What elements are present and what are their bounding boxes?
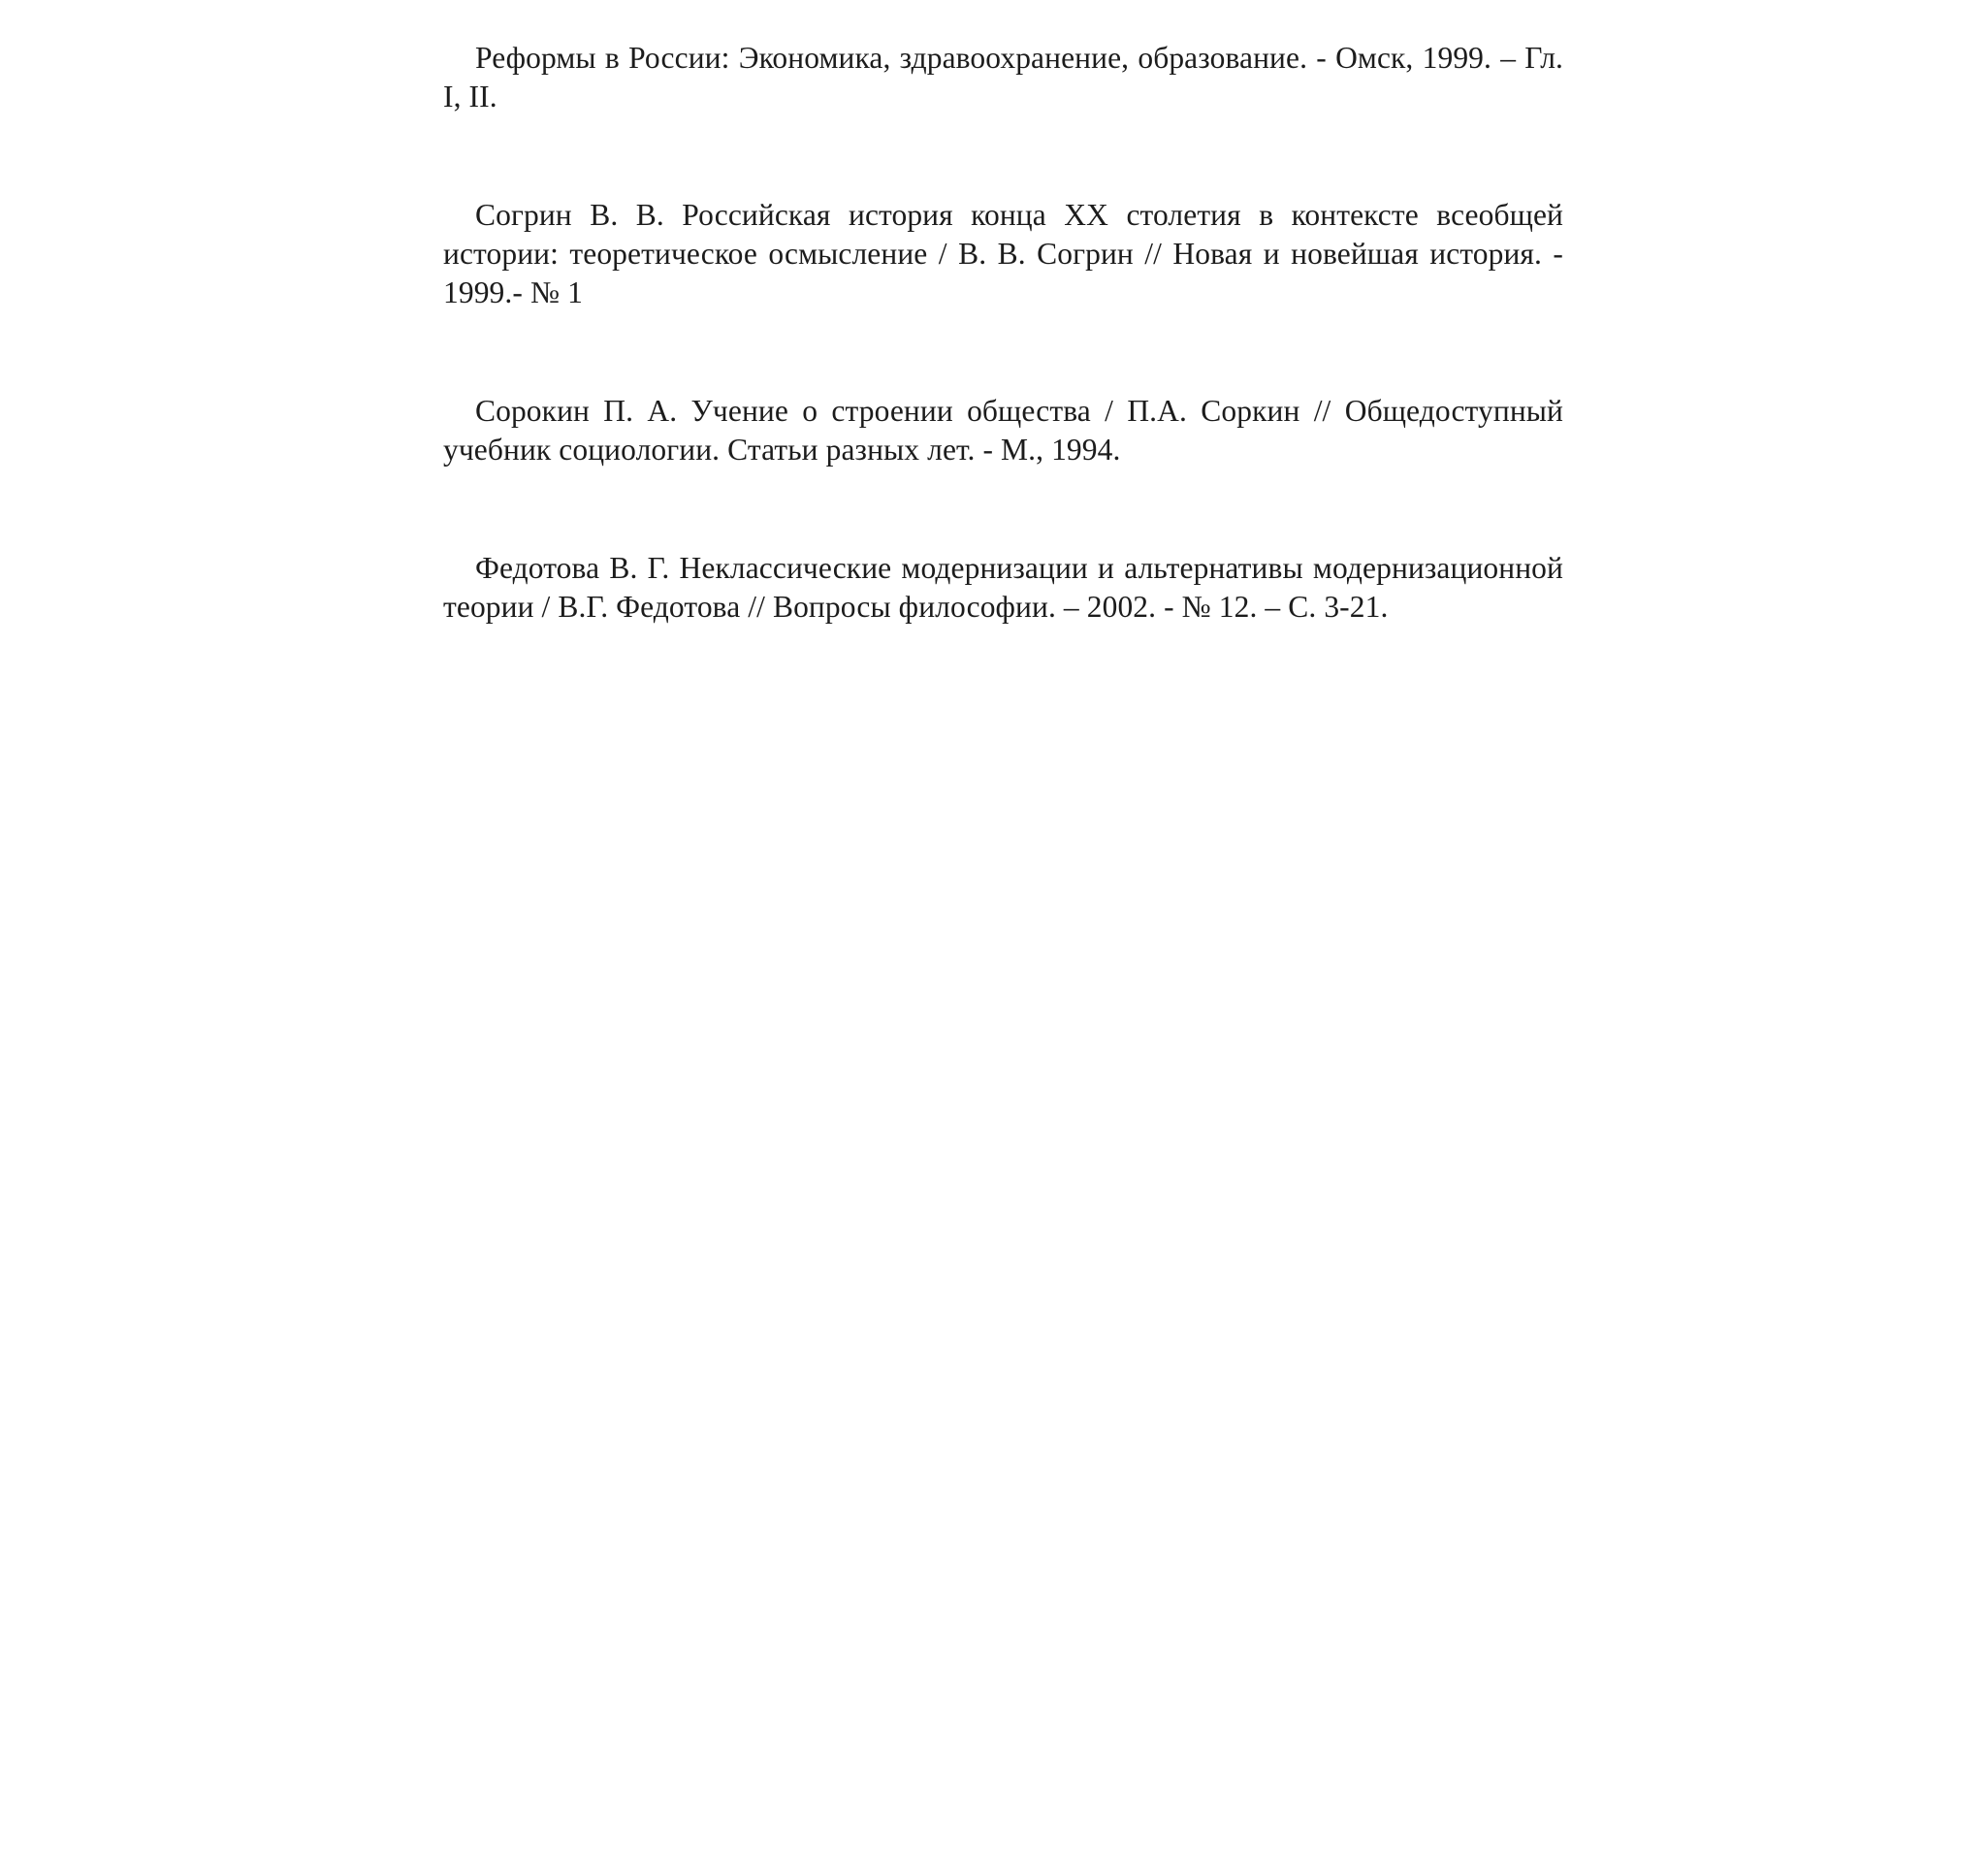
reference-item: Реформы в России: Экономика, здравоохранение, образование. - Омск, 1999. – Гл. I, II. xyxy=(443,41,1563,113)
reference-list xyxy=(443,39,1563,706)
reference-item: Согрин В. В. Российская история конца XX столетия в контексте всеобщей истории: теоретическое осмысление / В. В. Согрин // Новая и новейшая история. - 1999.- № 1 xyxy=(443,198,1563,309)
reference-item: Федотова В. Г. Неклассические модернизации и альтернативы модернизационной теории / В.Г. Федотова // Вопросы философии. – 2002. - № 12. – С. 3-21. xyxy=(443,551,1563,624)
reference-item: Сорокин П. А. Учение о строении общества / П.А. Соркин // Общедоступный учебник социологии. Статьи разных лет. - М., 1994. xyxy=(443,394,1563,467)
